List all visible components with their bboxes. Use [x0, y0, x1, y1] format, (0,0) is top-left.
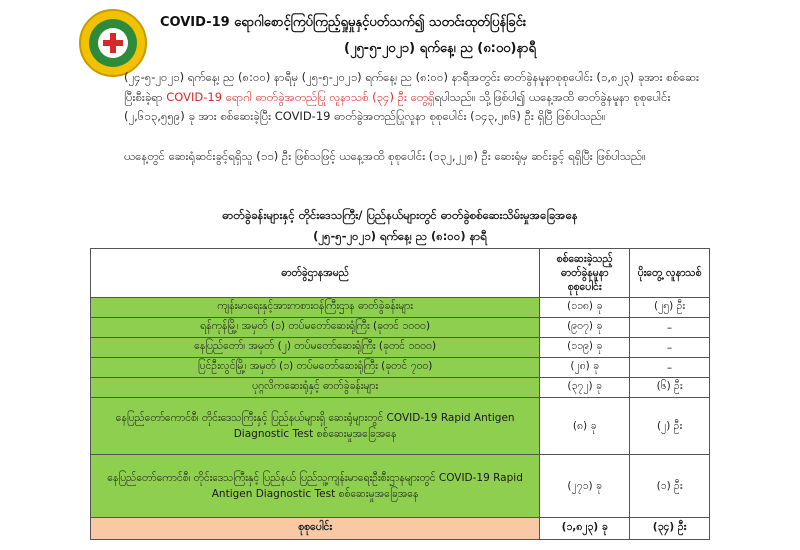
summary-text-part2: ရပါသည်။ သို့ဖြစ်ပါ၍ ယနေ့အထိ ဓာတ်ခွဲနမူနာ စုစုပေါင်း (၂,၆၁၃,၅၅၉) ခု အား စစ်ဆေးခဲ့ပြီး COVID-19 ဓာတ်ခွဲအတည်ပြုလူနာ စုစုပေါင်း (၁၄၃,၂၈၆) ဦး ရှိပြီ ဖြစ်ပါသည်။	[124, 89, 671, 123]
new-cases-cell: (၂၅) ဦး	[630, 298, 710, 318]
lab-name-cell: နေပြည်တော်ကောင်စီ၊ တိုင်းဒေသကြီးနှင့် ပြည်နယ်များရှိ ဆေးရုံများတွင် COVID-19 Rapid Antigen Diagnostic Test စစ်ဆေးမှုအခြေအနေ	[91, 398, 540, 455]
tested-cell: (၃၇၂) ခု	[540, 378, 630, 398]
table-row	[91, 338, 710, 358]
lab-results-table	[90, 248, 710, 540]
summary-paragraph	[124, 68, 704, 127]
header-tested-count: စစ်ဆေးခဲ့သည့် ဓာတ်ခွဲနမူနာ စုစုပေါင်း	[540, 249, 630, 298]
new-cases-cell: –	[630, 338, 710, 358]
new-cases-cell: (၂) ဦး	[630, 398, 710, 455]
table-total-row	[91, 518, 710, 540]
table-row	[91, 318, 710, 338]
table-subtitle-date: (၂၅-၅-၂၀၂၁) ရက်နေ့၊ ည (၈:၀၀) နာရီ	[313, 229, 487, 243]
lab-name-cell: နေပြည်တော်၊ အမှတ် (၂) တပ်မတော်ဆေးရုံကြီး (ခုတင် ၁၀၀၀)	[91, 338, 540, 358]
lab-name-cell: နေပြည်တော်ကောင်စီ၊ တိုင်းဒေသကြီးနှင့် ပြည်နယ် ပြည်သူ့ကျန်းမာရေးဦးစီးဌာနများတွင် COVID-19 Rapid Antigen Diagnostic Test စစ်ဆေးမှုအခြေအနေ	[91, 455, 540, 518]
lab-name-cell: ပြင်ဦးလွင်မြို့၊ အမှတ် (၁) တပ်မတော်ဆေးရုံကြီး (ခုတင် ၇၀၀)	[91, 358, 540, 378]
header-lab-name: ဓာတ်ခွဲဌာနအမည်	[91, 249, 540, 298]
lab-name-cell: ပုဂ္ဂလိကဆေးရုံနှင့် ဓာတ်ခွဲခန်းများ	[91, 378, 540, 398]
tested-cell: (၂၇၁) ခု	[540, 455, 630, 518]
new-cases-cell: –	[630, 358, 710, 378]
total-new-cases-cell: (၃၄) ဦး	[630, 518, 710, 540]
page-subtitle-date: (၂၅-၅-၂၀၂၁) ရက်နေ့၊ ည (၈:၀၀)နာရီ	[344, 41, 536, 56]
tested-cell: (၈) ခု	[540, 398, 630, 455]
new-cases-cell: (၆) ဦး	[630, 378, 710, 398]
table-header-row	[91, 249, 710, 298]
table-title: ဓာတ်ခွဲခန်းများနှင့် တိုင်းဒေသကြီး/ ပြည်နယ်များတွင် ဓာတ်ခွဲစစ်ဆေးသိမ်းမှုအခြေအနေ	[222, 208, 578, 222]
summary-text-part1: (၂၄-၅-၂၀၂၁) ရက်နေ့၊ ည (၈:၀၀) နာရီမှ (၂၅-၅-၂၀၂၁) ရက်နေ့၊ ည (၈:၀၀) နာရီအတွင်း ဓာတ်ခွဲနမူနာစုစုပေါင်း (၁,၈၂၃) ခုအား စစ်ဆေးပြီးစီးခဲ့ရာ	[124, 70, 699, 104]
discharge-paragraph: ယနေ့တွင် ဆေးရုံဆင်းခွင့်ရရှိသူ (၁၁) ဦး ဖြစ်သဖြင့် ယနေ့အထိ စုစုပေါင်း (၁၃၂,၂၂၈) ဦး ဆေးရုံမှ ဆင်းခွင့် ရရှိပြီး ဖြစ်ပါသည်။	[124, 149, 646, 163]
total-label-cell: စုစုပေါင်း	[91, 518, 540, 540]
tested-cell: (၁၁၉) ခု	[540, 338, 630, 358]
tested-cell: (၁၁၈) ခု	[540, 298, 630, 318]
tested-cell: (၉၀၇) ခု	[540, 318, 630, 338]
total-tested-cell: (၁,၈၂၃) ခု	[540, 518, 630, 540]
table-row	[91, 358, 710, 378]
new-cases-cell: –	[630, 318, 710, 338]
page-title: COVID-19 ရောဂါစောင့်ကြပ်ကြည့်ရှုမှုနှင့်ပတ်သက်၍ သတင်းထုတ်ပြန်ခြင်း	[160, 15, 527, 30]
highlighted-new-cases: COVID-19 ရောဂါ ဓာတ်ခွဲအတည်ပြု လူနာသစ် (၃၄) ဦး တွေ့ရှိ	[166, 89, 435, 104]
lab-name-cell: ကျန်းမာရေးနှင့်အားကစားဝန်ကြီးဌာန ဓာတ်ခွဲခန်းများ	[91, 298, 540, 318]
table-row	[91, 398, 710, 455]
tested-cell: (၂၈) ခု	[540, 358, 630, 378]
table-row	[91, 378, 710, 398]
table-row	[91, 455, 710, 518]
new-cases-cell: (၁) ဦး	[630, 455, 710, 518]
table-row	[91, 298, 710, 318]
lab-name-cell: ရန်ကုန်မြို့၊ အမှတ် (၁) တပ်မတော်ဆေးရုံကြီး (ခုတင် ၁၀၀၀)	[91, 318, 540, 338]
header-new-cases: ပိုးတွေ့ လူနာသစ်	[630, 249, 710, 298]
